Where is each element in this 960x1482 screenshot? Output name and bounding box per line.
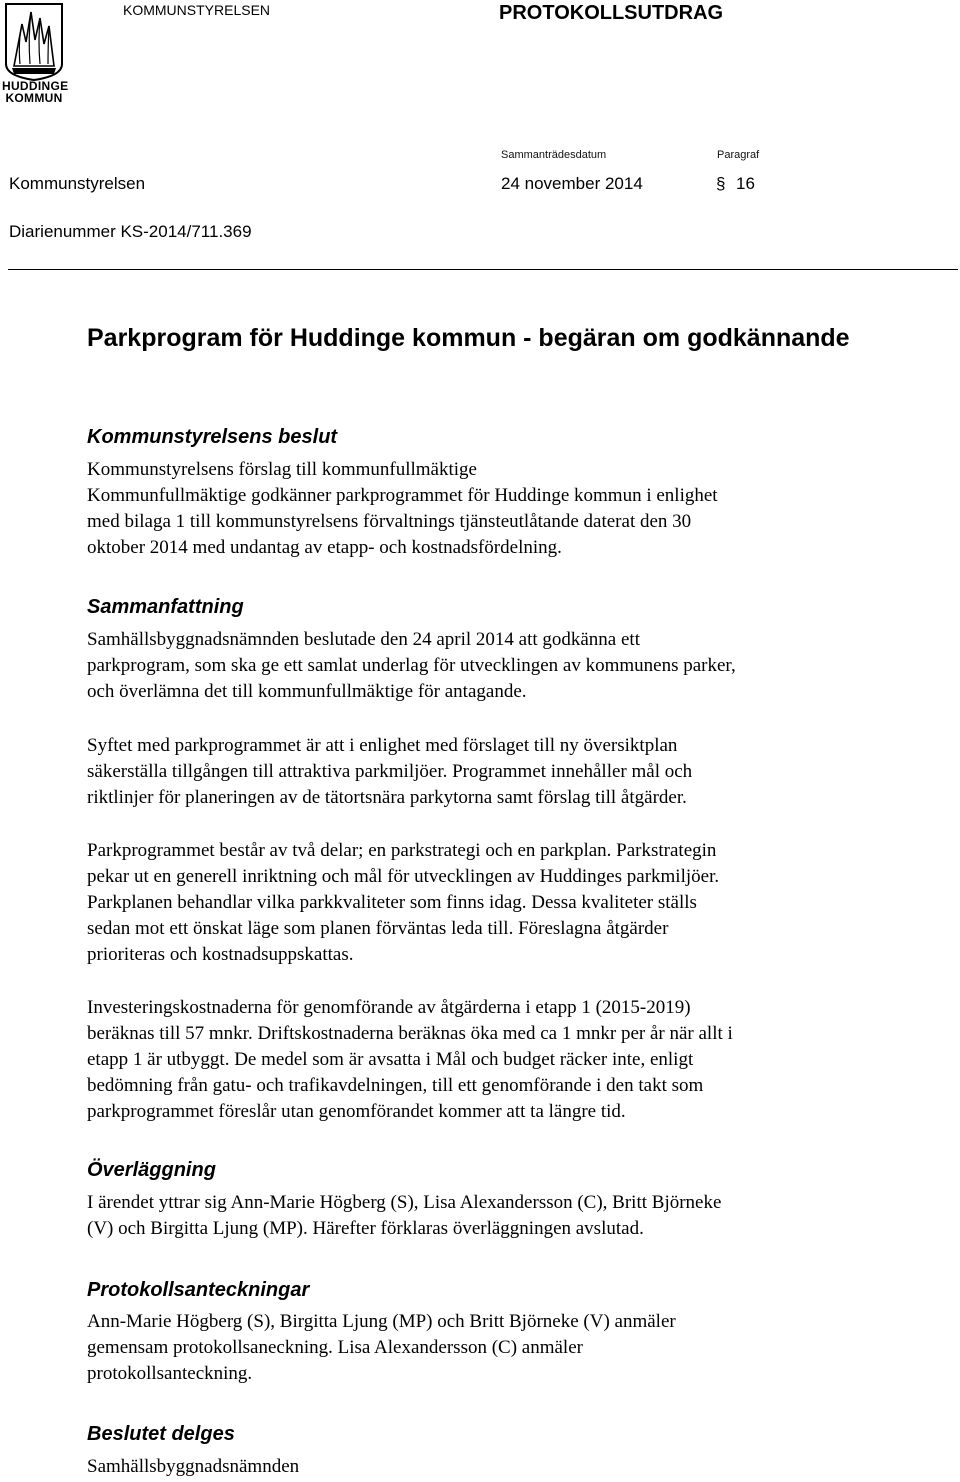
text-line: sedan mot ett önskat läge som planen förväntas leda till. Föreslagna åtgärder xyxy=(87,918,669,939)
text-line: Parkprogrammet består av två delar; en parkstrategi och en parkplan. Parkstrategin xyxy=(87,840,717,861)
section-heading-beslut: Kommunstyrelsens beslut xyxy=(87,426,338,448)
text-line: pekar ut en generell inriktning och mål för utvecklingen av Huddinges parkmiljöer. xyxy=(87,866,720,887)
text-line: (V) och Birgitta Ljung (MP). Härefter förklaras överläggningen avslutad. xyxy=(87,1218,644,1239)
logo-text-line-2: KOMMUN xyxy=(5,91,63,105)
text-line: gemensam protokollsaneckning. Lisa Alexandersson (C) anmäler xyxy=(87,1337,583,1358)
sammanfattning-paragraph-2 xyxy=(87,733,959,811)
text-line: Samhällsbyggnadsnämnden beslutade den 24 april 2014 att godkänna ett xyxy=(87,629,640,650)
text-line: säkerställa tillgången till attraktiva parkmiljöer. Programmet innehåller mål och xyxy=(87,761,693,782)
text-line: bedömning från gatu- och trafikavdelningen, till ett genomförande i den takt som xyxy=(87,1075,704,1096)
text-line: och överlämna det till kommunfullmäktige för antagande. xyxy=(87,681,527,702)
text-line: parkprogram, som ska ge ett samlat underlag för utvecklingen av kommunens parker, xyxy=(87,655,736,676)
text-line: protokollsanteckning. xyxy=(87,1363,253,1384)
sammanfattning-paragraph-1 xyxy=(87,627,959,705)
paragraph-sign: § xyxy=(716,174,726,193)
logo-text-line-1: HUDDINGE xyxy=(2,79,69,93)
text-line: Parkplanen behandlar vilka parkkvaliteter som finns idag. Dessa kvaliteter ställs xyxy=(87,892,697,913)
text-line: Ann-Marie Högberg (S), Birgitta Ljung (MP) och Britt Björneke (V) anmäler xyxy=(87,1311,676,1332)
doc-type-title: PROTOKOLLSUTDRAG xyxy=(499,2,724,24)
text-line: Kommunfullmäktige godkänner parkprogrammet för Huddinge kommun i enlighet xyxy=(87,485,718,506)
header-divider xyxy=(8,269,958,270)
sammanfattning-paragraph-3 xyxy=(87,838,959,968)
text-line: Syftet med parkprogrammet är att i enlighet med förslaget till ny översiktplan xyxy=(87,735,678,756)
delges-text xyxy=(87,1454,959,1480)
meeting-date: 24 november 2014 xyxy=(501,174,643,193)
section-heading-sammanfattning: Sammanfattning xyxy=(87,596,244,618)
text-line: Investeringskostnaderna för genomförande av åtgärderna i etapp 1 (2015-2019) xyxy=(87,997,691,1018)
sammanfattning-paragraph-4 xyxy=(87,995,959,1125)
section-heading-delges: Beslutet delges xyxy=(87,1423,235,1445)
diarienummer: Diarienummer KS-2014/711.369 xyxy=(9,222,252,241)
meeting-date-label: Sammanträdesdatum xyxy=(501,149,607,161)
paragraph-label: Paragraf xyxy=(717,149,760,161)
body-name: Kommunstyrelsen xyxy=(9,174,146,193)
text-line: oktober 2014 med undantag av etapp- och kostnadsfördelning. xyxy=(87,537,562,558)
section-heading-overlaggning: Överläggning xyxy=(87,1159,216,1181)
org-name: KOMMUNSTYRELSEN xyxy=(123,2,271,18)
text-line: Samhällsbyggnadsnämnden xyxy=(87,1456,300,1477)
beslut-text xyxy=(87,457,959,561)
text-line: Kommunstyrelsens förslag till kommunfullmäktige xyxy=(87,459,477,480)
protokollsanteckningar-text xyxy=(87,1309,959,1387)
paragraph-number: 16 xyxy=(736,174,755,193)
overlaggning-text xyxy=(87,1190,959,1242)
page-title: Parkprogram för Huddinge kommun - begäran om godkännande xyxy=(87,324,850,352)
logo-text xyxy=(2,79,69,105)
text-line: I ärendet yttrar sig Ann-Marie Högberg (S), Lisa Alexandersson (C), Britt Björneke xyxy=(87,1192,722,1213)
text-line: parkprogrammet föreslår utan genomförandet kommer att ta längre tid. xyxy=(87,1101,626,1122)
text-line: med bilaga 1 till kommunstyrelsens förvaltnings tjänsteutlåtande daterat den 30 xyxy=(87,511,692,532)
section-heading-protokollsanteckningar: Protokollsanteckningar xyxy=(87,1279,310,1301)
text-line: prioriteras och kostnadsuppskattas. xyxy=(87,944,354,965)
text-line: etapp 1 är utbyggt. De medel som är avsatta i Mål och budget räcker inte, enligt xyxy=(87,1049,694,1070)
text-line: beräknas till 57 mnkr. Driftskostnaderna beräknas öka med ca 1 mnkr per år när allt i xyxy=(87,1023,733,1044)
text-line: riktlinjer för planeringen av de tätortsnära parkytorna samt förslag till åtgärder. xyxy=(87,787,687,808)
